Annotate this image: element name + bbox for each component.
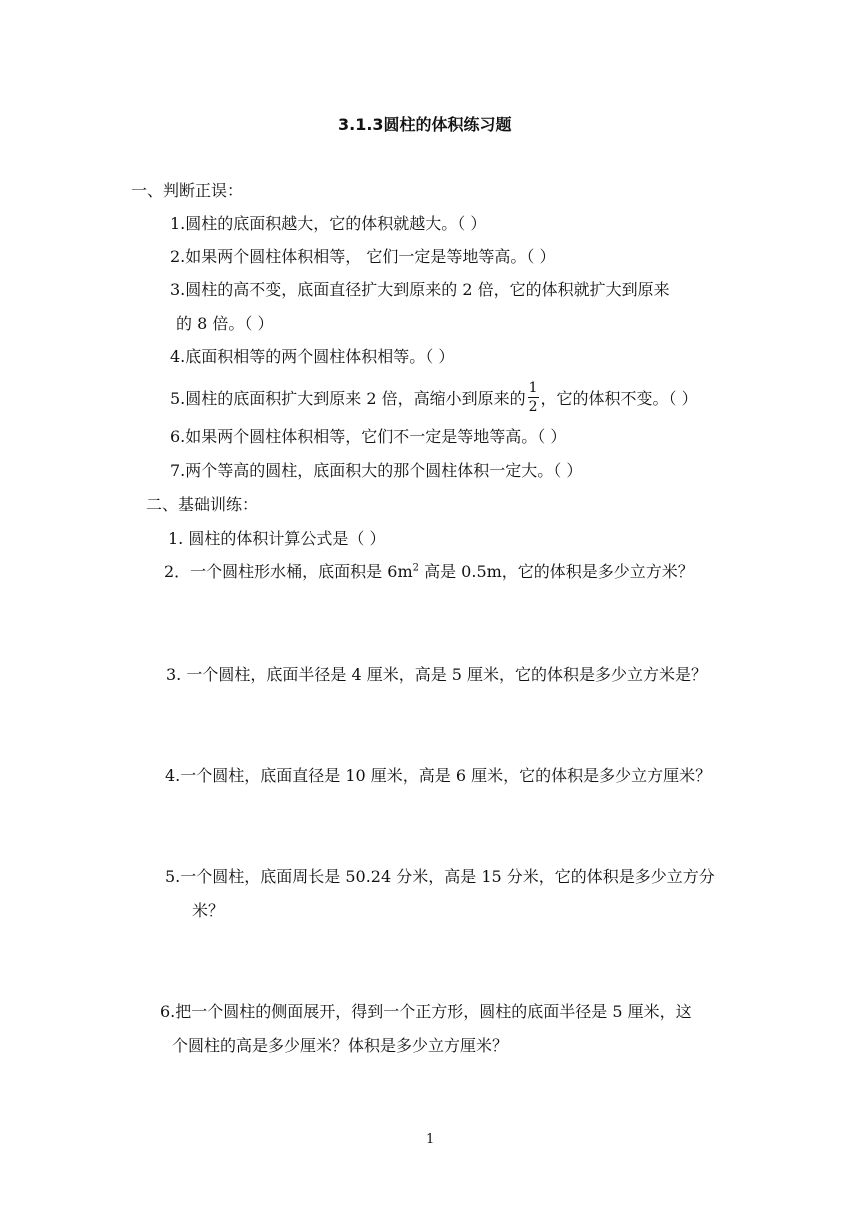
judgement-item-2: 2.如果两个圆柱体积相等， 它们一定是等地等高。（ ） [170,247,556,266]
judgement-item-5-text-a: 5.圆柱的底面积扩大到原来 2 倍，高缩小到原来的 [170,389,526,408]
judgement-item-5 [170,380,698,416]
judgement-item-4: 4.底面积相等的两个圆柱体积相等。（ ） [170,347,455,366]
training-item-4: 4.一个圆柱，底面直径是 10 厘米，高是 6 厘米，它的体积是多少立方厘米？ [165,766,712,785]
fraction-bar [528,397,539,398]
training-item-6: 6.把一个圆柱的侧面展开，得到一个正方形，圆柱的底面半径是 5 厘米，这 [160,1002,692,1021]
judgement-item-5-text-b: ，它的体积不变。（ ） [540,389,698,408]
training-item-2 [164,564,694,580]
judgement-item-7: 7.两个等高的圆柱，底面积大的那个圆柱体积一定大。（ ） [170,461,583,480]
judgement-item-1: 1.圆柱的底面积越大，它的体积就越大。（ ） [170,214,487,233]
judgement-item-3: 3.圆柱的高不变，底面直径扩大到原来的 2 倍，它的体积就扩大到原来 [170,280,670,299]
training-item-2-text-a: 2．一个圆柱形水桶，底面积是 6m [164,562,413,581]
training-item-2-text-b: 高是 0.5m，它的体积是多少立方米？ [419,562,694,581]
superscript-squared: 2 [412,562,419,574]
judgement-item-6: 6.如果两个圆柱体积相等，它们不一定是等地等高。（ ） [170,427,567,446]
training-item-6-continued: 个圆柱的高是多少厘米？体积是多少立方厘米？ [172,1036,509,1055]
training-item-5-continued: 米？ [192,901,225,920]
training-item-5: 5.一个圆柱，底面周长是 50.24 分米，高是 15 分米，它的体积是多少立方分 [165,867,715,886]
page-number: 1 [426,1132,435,1147]
training-item-1: 1. 圆柱的体积计算公式是（ ） [168,529,386,548]
section-heading-basic-training: 二、基础训练： [146,495,259,514]
fraction-numerator: 1 [528,380,538,396]
fraction-one-half [528,381,539,414]
page-title: 3.1.3圆柱的体积练习题 [338,115,512,134]
fraction-denominator: 2 [528,399,538,415]
judgement-item-3-continued: 的 8 倍。（ ） [176,314,274,333]
section-heading-judgement: 一、判断正误： [131,181,244,200]
training-item-3: 3. 一个圆柱，底面半径是 4 厘米，高是 5 厘米，它的体积是多少立方米是？ [166,665,708,684]
